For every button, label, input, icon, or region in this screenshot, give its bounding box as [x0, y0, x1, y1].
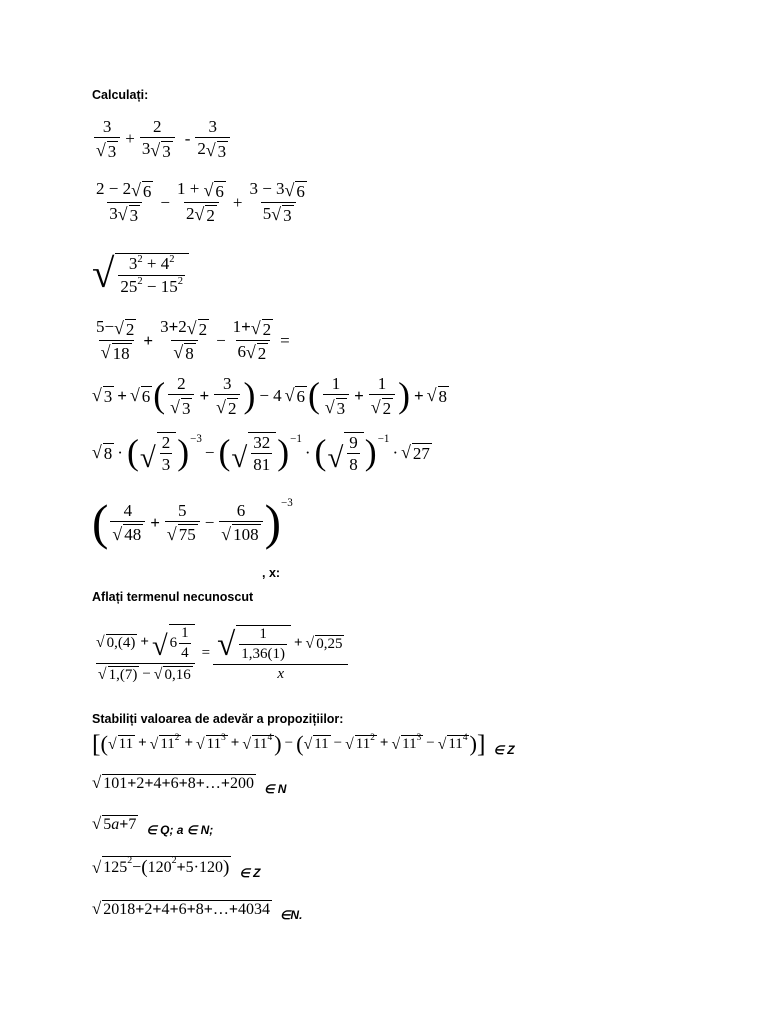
heading-calculate: Calculați: — [92, 88, 149, 102]
heading-truth: Stabiliți valoarea de adevăr a propozițiilor: — [92, 712, 344, 726]
proposition-5: √ 2018 + 2 + 4 + 6 + 8 + … + 4034 ∈N. — [92, 899, 303, 922]
membership-4: ∈ Z — [239, 865, 261, 880]
exercise-7: ( 4 √ 48 + 5 √ 75 − 6 √ 108 ) −3 — [92, 495, 293, 550]
exercise-1: 3 √ 3 + 2 3 √ 3 - 3 2 √ 3 — [92, 118, 232, 160]
membership-3: ∈ Q; a ∈ N; — [146, 823, 214, 837]
exercise-2: 2 − 2 √ 6 3 √ 3 − 1 + √ 6 2 √ 2 + 3 − 3 √ 6 5 √ 3 — [96, 179, 305, 226]
membership-5: ∈N. — [279, 908, 303, 922]
exercise-4: 5− √ 2 √ 18 + 3+2 √ 2 √ 8 − 1+ √ 2 6 √ 2 = — [96, 317, 290, 364]
membership-1: ∈ Z — [493, 742, 515, 757]
given-text: , x: — [262, 566, 281, 580]
exercise-6: √ 8 · ( √ 2 3 ) −3 − ( √ 32 81 ) −1 · ( √ 9 8 ) −1 · √ 27 — [92, 431, 430, 475]
proposition-2: √ 101 + 2 + 4 + 6 + 8 + … + 200 ∈ N — [92, 773, 287, 796]
proposition-4: √ 125 2 − ( 120 2 + 5·120 ) ∈ Z — [92, 854, 261, 880]
proposition-3: √ 5 a + 7 ∈ Q; a ∈ N; — [92, 814, 214, 837]
exercise-3: √ $3^2 + 4^2$ $25^2 - 15^2$ — [92, 253, 189, 295]
equation-unknown: √ 0,(4) + √ 6 1 4 √ 1,(7) − √ 0,16 = √ 1 1,36(1) + √ 0,25 x — [92, 624, 348, 683]
exercise-5: √ 3 + √ 6 ( 2 √ 3 + 3 √ 2 ) − 4 √ 6 ( 1 √ 3 + 1 √ 2 ) + √ 8 — [92, 374, 448, 418]
heading-unknown: Aflați termenul necunoscut — [92, 590, 254, 604]
membership-2: ∈ N — [263, 782, 287, 796]
proposition-1: [ ( √ 11 + √ 11 2 + √ 11 3 + √ 11 4 ) − ( √ 11 − √ 11 2 + √ 11 3 − √ 11 4 ) ] ∈ Z — [92, 729, 515, 758]
